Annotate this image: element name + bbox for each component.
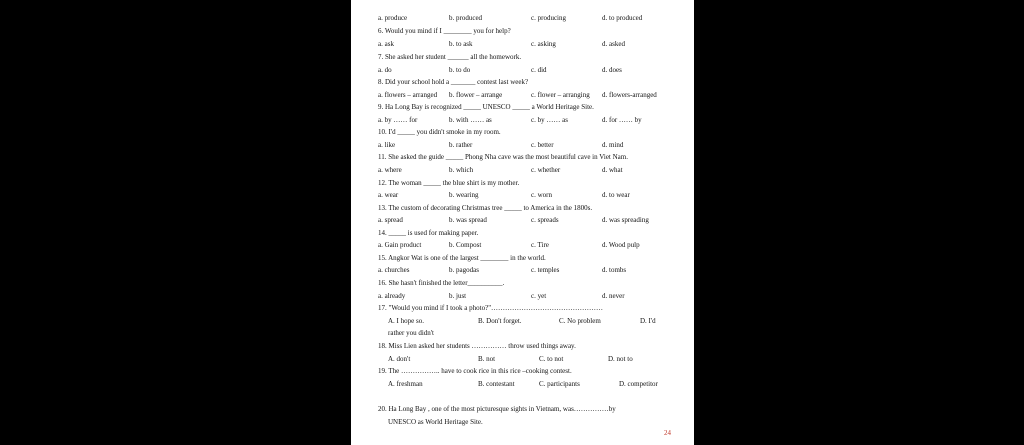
- option-a: A. freshman: [388, 380, 423, 388]
- option-a: a. do: [378, 66, 392, 74]
- options-row: [378, 67, 686, 76]
- question-text: Miss Lien asked her students …………… throw used things away.: [388, 342, 576, 350]
- question-16: [378, 280, 504, 287]
- question-line: [378, 255, 686, 264]
- question-10: [378, 129, 501, 136]
- option-c: c. yet: [531, 292, 547, 300]
- question-number: 10.: [378, 128, 387, 136]
- question-15: [378, 255, 546, 262]
- option-c: c. whether: [531, 166, 561, 174]
- question-number: 9.: [378, 103, 384, 111]
- question-6: [378, 28, 511, 35]
- question-line: [378, 180, 686, 189]
- question-text: Ha Long Bay , one of the most picturesque sights in Vietnam, was……………by: [388, 405, 616, 413]
- question-line: [378, 343, 686, 352]
- question-text: She asked the guide _____ Phong Nha cave was the most beautiful cave in Viet Nam.: [388, 153, 628, 161]
- option-d: D. not to: [608, 355, 633, 363]
- question-number: 16.: [378, 279, 387, 287]
- question-text: "Would you mind if I took a photo?"…………………………………………: [388, 304, 604, 312]
- question-text: The woman _____ the blue shirt is my mother.: [388, 179, 520, 187]
- question-7: [378, 54, 521, 61]
- question-line: [378, 406, 686, 415]
- option-c: c. temples: [531, 266, 560, 274]
- question-line: [378, 368, 686, 377]
- option-d: d. for …… by: [602, 116, 642, 124]
- option-d: d. flowers-arranged: [602, 91, 657, 99]
- question-17: [378, 305, 603, 312]
- question-line: [378, 280, 686, 289]
- option-b: b. which: [449, 166, 474, 174]
- option-a: a. Gain product: [378, 241, 422, 249]
- options-row: [378, 267, 686, 276]
- option-b: b. to ask: [449, 40, 473, 48]
- question-number: 12.: [378, 179, 387, 187]
- question-text: I'd _____ you didn't smoke in my room.: [388, 128, 501, 136]
- option-a: a. churches: [378, 266, 410, 274]
- question-number: 14.: [378, 229, 387, 237]
- option-b: b. rather: [449, 141, 473, 149]
- question-13: [378, 205, 592, 212]
- continuation-line: [378, 419, 686, 428]
- option-b: b. pagodas: [449, 266, 479, 274]
- option-b: b. flower – arrange: [449, 91, 503, 99]
- options-row: [378, 356, 686, 365]
- question-number: 20.: [378, 405, 387, 413]
- option-c: c. by …… as: [531, 116, 568, 124]
- option-b: b. wearing: [449, 191, 479, 199]
- option-a: a. by …… for: [378, 116, 418, 124]
- option-d: d. what: [602, 166, 623, 174]
- question-text: Did your school hold a _______ contest last week?: [385, 78, 529, 86]
- question-text: The …………….. have to cook rice in this rice –cooking contest.: [388, 367, 572, 375]
- question-number: 15.: [378, 254, 387, 262]
- question-number: 18.: [378, 342, 387, 350]
- question-number: 13.: [378, 204, 387, 212]
- question-number: 6.: [378, 27, 384, 35]
- question-19: [378, 368, 572, 375]
- option-a: a. spread: [378, 216, 403, 224]
- option-d: d. does: [602, 66, 622, 74]
- options-row: [378, 92, 686, 101]
- question-20: [378, 406, 616, 413]
- question-number: 7.: [378, 53, 384, 61]
- option-c: c. flower – arranging: [531, 91, 590, 99]
- option-d: D. I'd: [640, 317, 656, 325]
- options-row: [378, 381, 686, 390]
- question-line: [378, 129, 686, 138]
- option-a: a. where: [378, 166, 402, 174]
- option-a: a. flowers – arranged: [378, 91, 438, 99]
- option-a: a. ask: [378, 40, 394, 48]
- option-b: b. with …… as: [449, 116, 492, 124]
- option-d: d. to produced: [602, 14, 643, 22]
- question-line: [378, 230, 686, 239]
- option-a: a. already: [378, 292, 406, 300]
- question-line: [378, 205, 686, 214]
- question-20-continuation: UNESCO as World Heritage Site.: [388, 418, 483, 426]
- question-text: The custom of decorating Christmas tree _____ to America in the 1800s.: [388, 204, 593, 212]
- question-8: [378, 79, 528, 86]
- option-d: D. competitor: [619, 380, 658, 388]
- question-14: [378, 230, 478, 237]
- option-b: B. contestant: [478, 380, 515, 388]
- option-b: b. to do: [449, 66, 471, 74]
- option-b: b. Compost: [449, 241, 482, 249]
- question-number: 8.: [378, 78, 384, 86]
- option-c: c. did: [531, 66, 547, 74]
- question-text: She hasn't finished the letter__________.: [388, 279, 505, 287]
- option-c: C. No problem: [559, 317, 601, 325]
- option-b: b. was spread: [449, 216, 487, 224]
- option-d: d. to wear: [602, 191, 630, 199]
- continuation-line: [378, 330, 686, 339]
- options-row: [378, 167, 686, 176]
- question-number: 11.: [378, 153, 387, 161]
- question-number: 19.: [378, 367, 387, 375]
- option-c: C. to not: [539, 355, 564, 363]
- question-text: _____ is used for making paper.: [388, 229, 479, 237]
- option-b: b. produced: [449, 14, 483, 22]
- options-row: [378, 117, 686, 126]
- question-number: 17.: [378, 304, 387, 312]
- question-line: [378, 79, 686, 88]
- option-c: c. producing: [531, 14, 566, 22]
- question-text: Angkor Wat is one of the largest ________ in the world.: [388, 254, 546, 262]
- question-text: Would you mind if I ________ you for help?: [384, 27, 511, 35]
- option-a: a. wear: [378, 191, 399, 199]
- question-text: She asked her student ______ all the homework.: [385, 53, 522, 61]
- question-line: [378, 28, 686, 37]
- option-c: c. worn: [531, 191, 552, 199]
- option-c: c. Tire: [531, 241, 549, 249]
- options-row: [378, 242, 686, 251]
- options-row: [378, 142, 686, 151]
- question-18: [378, 343, 576, 350]
- option-c: c. spreads: [531, 216, 559, 224]
- option-a: a. produce: [378, 14, 408, 22]
- option-d: d. asked: [602, 40, 625, 48]
- options-row: [378, 217, 686, 226]
- document-page: [351, 0, 694, 445]
- option-d-continuation: rather you didn't: [388, 329, 434, 337]
- option-d: d. was spreading: [602, 216, 649, 224]
- question-11: [378, 154, 628, 161]
- options-row: [378, 41, 686, 50]
- options-row: [378, 293, 686, 302]
- option-a: a. like: [378, 141, 396, 149]
- option-b: B. Don't forget.: [478, 317, 522, 325]
- page-number: 24: [664, 429, 671, 437]
- question-line: [378, 305, 686, 314]
- option-c: c. asking: [531, 40, 556, 48]
- option-b: B. not: [478, 355, 496, 363]
- options-row: [378, 318, 686, 327]
- option-d: d. mind: [602, 141, 624, 149]
- option-a: A. don't: [388, 355, 411, 363]
- option-b: b. just: [449, 292, 467, 300]
- option-c: C. participants: [539, 380, 580, 388]
- option-c: c. better: [531, 141, 554, 149]
- question-text: Ha Long Bay is recognized _____ UNESCO _____ a World Heritage Site.: [385, 103, 594, 111]
- question-line: [378, 54, 686, 63]
- options-row: [378, 192, 686, 201]
- option-d: d. tombs: [602, 266, 627, 274]
- question-line: [378, 104, 686, 113]
- question-9: [378, 104, 594, 111]
- question-line: [378, 154, 686, 163]
- option-d: d. Wood pulp: [602, 241, 640, 249]
- options-row: [378, 15, 686, 24]
- question-12: [378, 180, 519, 187]
- option-a: A. I hope so.: [388, 317, 424, 325]
- option-d: d. never: [602, 292, 625, 300]
